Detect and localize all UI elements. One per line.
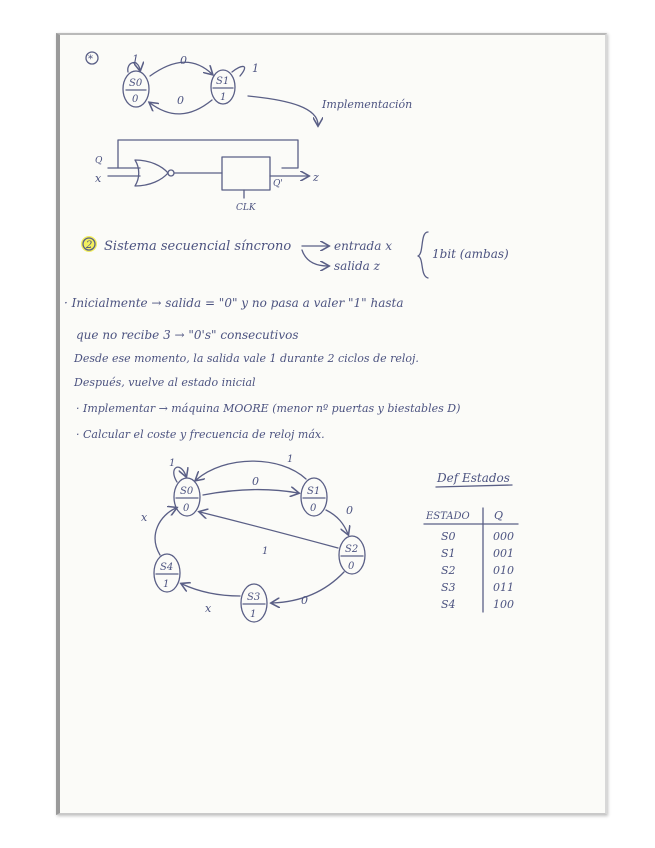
- cell-state: S1: [441, 547, 456, 560]
- d-flipflop: [222, 157, 270, 190]
- state-node-s0: [174, 478, 200, 516]
- statement-line: que no recibe 3 → "0's" consecutivos: [76, 328, 299, 342]
- small-fsm: [123, 53, 412, 125]
- label-output-q: Q': [273, 179, 283, 189]
- cell-code: 000: [493, 530, 514, 543]
- cell-state: S3: [441, 581, 456, 594]
- state-output: 1: [163, 579, 170, 590]
- cell-code: 001: [493, 547, 514, 560]
- table-row: [441, 564, 514, 577]
- problem-statement: [64, 296, 460, 441]
- state-name: S1: [307, 486, 321, 497]
- cell-code: 010: [493, 564, 514, 577]
- state-node-s3: [241, 584, 267, 622]
- transition-label: 0: [180, 54, 187, 67]
- statement-line: · Implementar → máquina MOORE (menor nº puertas y biestables D): [76, 402, 461, 415]
- transition-label: 1: [252, 62, 259, 75]
- arrow-s2-s3: [272, 572, 344, 603]
- state-node-s1: [211, 70, 235, 104]
- output-arrow: [302, 250, 328, 266]
- cell-state: S2: [441, 564, 456, 577]
- state-node-s4: [154, 554, 180, 592]
- circuit-diagram: [95, 140, 319, 213]
- label-input-x: x: [95, 172, 102, 185]
- section2-header: [81, 232, 509, 278]
- table-header: Q: [494, 509, 504, 522]
- cell-state: S0: [441, 530, 456, 543]
- brace: [418, 232, 428, 278]
- s1-self-loop: [232, 66, 245, 76]
- transition-label: 0: [301, 594, 308, 607]
- transition-label: 0: [346, 504, 353, 517]
- state-node-s1: [301, 478, 327, 516]
- input-line: entrada x: [334, 239, 392, 253]
- cell-state: S4: [441, 598, 456, 611]
- state-output: 1: [220, 92, 227, 103]
- arrow-s0-s1: [203, 489, 298, 495]
- state-table: [424, 471, 518, 612]
- cell-code: 100: [493, 598, 514, 611]
- feedback-wire: [118, 140, 298, 168]
- statement-line: · Calcular el coste y frecuencia de reloj máx.: [76, 428, 325, 441]
- inverter-bubble: [168, 170, 174, 176]
- state-name: S0: [129, 78, 143, 89]
- transition-label: 1: [262, 546, 269, 557]
- state-output: 1: [250, 609, 257, 620]
- marker-text: *: [88, 54, 93, 65]
- brace-note: 1bit (ambas): [432, 247, 509, 261]
- label-input-q: Q: [95, 156, 103, 166]
- state-name: S4: [160, 562, 174, 573]
- statement-line: Después, vuelve al estado inicial: [74, 376, 256, 389]
- output-line: salida z: [334, 259, 380, 273]
- implementation-label: Implementación: [322, 98, 413, 111]
- arrow-s3-s4: [182, 584, 240, 596]
- state-diagram: [141, 454, 365, 622]
- transition-label: x: [141, 511, 148, 524]
- state-output: 0: [348, 561, 355, 572]
- transition-label: 1: [169, 458, 176, 469]
- title-underline: [436, 485, 512, 487]
- arrow-s4-s0: [155, 508, 176, 555]
- table-row: [441, 598, 514, 611]
- state-output: 0: [310, 503, 317, 514]
- section-number: 2: [86, 240, 93, 251]
- state-output: 0: [132, 94, 139, 105]
- state-name: S0: [180, 486, 194, 497]
- asterisk-marker: [86, 52, 98, 65]
- table-header: ESTADO: [426, 511, 470, 522]
- transition-label: 1: [132, 53, 139, 66]
- table-row: [441, 547, 514, 560]
- cell-code: 011: [493, 581, 514, 594]
- arrow-s2-s0: [200, 512, 338, 548]
- transition-label: 1: [287, 454, 294, 465]
- arrow-s1-s2: [326, 510, 348, 534]
- state-name: S2: [345, 544, 359, 555]
- transition-label: x: [205, 602, 212, 615]
- arrow-s0-self: [174, 467, 186, 482]
- transition-label: 0: [252, 475, 259, 488]
- label-output-z: z: [313, 171, 319, 184]
- section-title: Sistema secuencial síncrono: [104, 239, 292, 254]
- statement-line: · Inicialmente → salida = "0" y no pasa a valer "1" hasta: [64, 296, 404, 310]
- state-node-s0: [123, 71, 149, 107]
- statement-line: Desde ese momento, la salida vale 1 durante 2 ciclos de reloj.: [74, 352, 419, 365]
- state-name: S3: [247, 592, 261, 603]
- table-row: [441, 581, 514, 594]
- table-title: Def Estados: [437, 471, 510, 485]
- label-clock: CLK: [236, 203, 256, 213]
- nor-gate: [135, 160, 168, 186]
- state-output: 0: [183, 503, 190, 514]
- state-node-s2: [339, 536, 365, 574]
- table-row: [441, 530, 514, 543]
- state-name: S1: [216, 76, 230, 87]
- implementation-arrow: [248, 96, 318, 125]
- transition-label: 0: [177, 94, 184, 107]
